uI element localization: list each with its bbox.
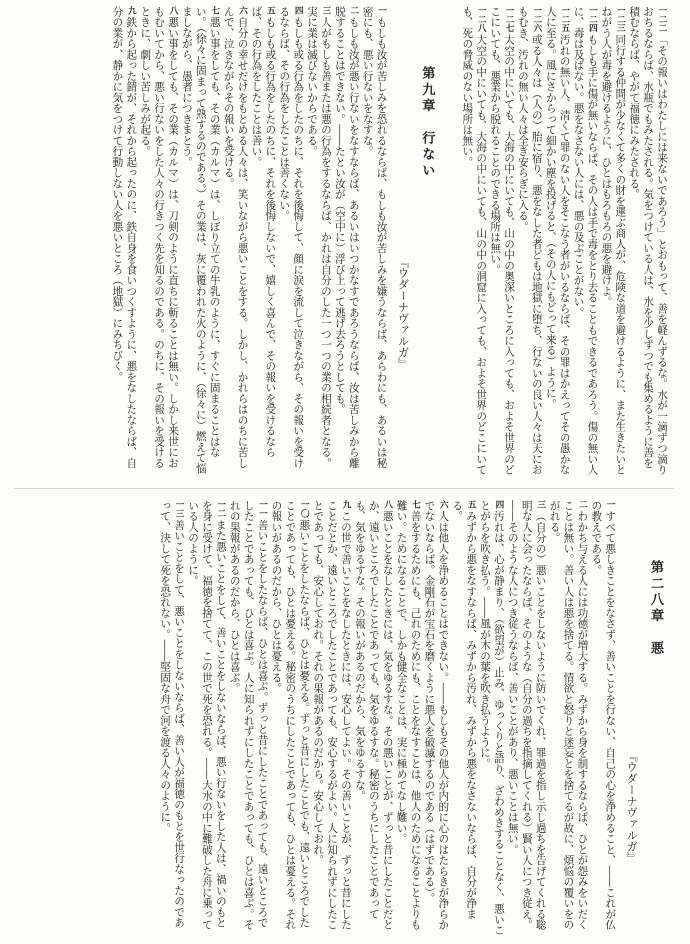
verse <box>360 6 388 478</box>
verse-text: 鉄から起った錆が、それから起ったのに、鉄自身を食いつくすように、悪をなしたならば、自分の業が、静かに気をつけて行動しない人を悪いところ（地獄）にみちびく。 <box>111 6 138 469</box>
verse-text: 或る人々は（人の）胎に宿り、悪をなした者どもは地獄に堕ち、行ないの良い人々は天におもむき、汚れの無い人々は全き安らぎに入る。 <box>516 6 543 475</box>
verse-number: 一三 <box>174 500 185 518</box>
verse-number: 八 <box>168 6 178 15</box>
verse <box>227 500 269 938</box>
verse <box>352 500 394 938</box>
verse-number: 五 <box>265 6 276 15</box>
verse <box>598 6 626 478</box>
chapter-28-source: 『ウダーナヴァルガ』 <box>625 750 639 864</box>
verse <box>137 6 179 478</box>
verse-text: この世で善いことをなしたときには、安心してよい。その善いことが、ずっと昔にしたことだとか、遠いところでしたことであっても、安心するがよい。人に知られずにしたことであっても、安心しておれ。それの果報があるのだから。安心しておれ。 <box>312 500 352 930</box>
verse-number: 八 <box>382 500 393 509</box>
verse-text: すべて悪しきことをなさず、善いことを行ない、自己の心を浄めること、――これが仏の教えである。 <box>590 500 617 930</box>
verse <box>571 6 599 478</box>
verse-text: 悪い事をしても、その業（カルマ）は、刀剣のように直ちに斬ることは無い。しかし来世におもむいてから、悪い行ないをした人々の行きつく先を知るのである。のちに、その報いを受けるときに、劇しい苦しみが起る。 <box>139 6 179 469</box>
verse-text: もしも或る行為をしたのちに、それを後悔しないで、嬉しく喜んで、その報いを受けるならば、その行為をしたことは善い。 <box>250 6 277 458</box>
verse-number: 一二四 <box>587 6 598 33</box>
verse-text: 汚れの無い人、清くて罪のない人をそこなう者がいるならば、その罪はかえってその愚かな人に至る。風にさからって細かい塵を投げると、（その人にもどって来る）ように。 <box>544 6 571 475</box>
chapter-9-heading: 第九章 行ない <box>419 66 435 180</box>
verse <box>505 500 547 938</box>
verse-text: もしも手に傷が無いならば、その人は手で毒をとり去ることもできるであろう。傷の無い人に、毒は及ばない。悪をなさない人には、悪の及ぶことがない。 <box>572 6 599 475</box>
verse <box>422 500 450 938</box>
verse-text: 悪いことをしたならば、ひとは憂える。ずっと昔にしたことでも、遠いところでしたことであっても、ひとは憂える。秘密のうちにしたことであっても、ひとは憂える。それの報いがあるのだから、ひとは憂える。 <box>270 500 311 930</box>
verse-number: 一二 <box>215 500 226 518</box>
verse-text: 大空の中にいても、大海の中にいても、山の中の奥深いところに入っても、およそ世界のどこにいても、悪業から脱れることのできる場所は無い。 <box>489 6 516 475</box>
verse-number: 九 <box>126 6 137 15</box>
bottom-text-block <box>20 500 672 938</box>
verse <box>332 6 360 478</box>
verses-chapter-8-end <box>459 6 668 478</box>
verse <box>304 6 332 478</box>
verse <box>626 6 668 478</box>
verse-text: 悪いことをなしたときには、気をゆるすな。その悪いことが、ずっと昔にしたことだとか、遠いところでしたことであっても、気をゆるすな。秘密のうちにしたことであっても、気をゆるすな。その報いがあるのだから、気をゆるすな。 <box>353 500 394 930</box>
verse-text: わかち与える人には功徳が増大する。みずから身を制するならば、ひとが怨みをいだくことは無い。善い人は悪を捨てる。情欲と怒りと迷妄とを捨てるが故に、煩悩の覆いをのがれる。 <box>548 500 589 930</box>
verse-number: 四 <box>293 6 304 15</box>
verse <box>249 6 277 478</box>
verse-text: 「その報いはわたしには来ないであろう」とおもって、善を軽んずるな。水が一滴ずつ滴りおちるならば、水瓶でもみたされる。気をつけている人は、水を少しずつでも集めるように善を積むならば、やがて福徳にみたされる。 <box>628 6 668 475</box>
verse-number: 五 <box>466 500 477 509</box>
verse <box>310 500 352 938</box>
verse-number: 一二五 <box>559 6 570 33</box>
verse <box>394 500 422 938</box>
verse-text: 大空の中にいても、大海の中にいても、山の中の洞窟に入っても、およそ世界のどこにいても、死の脅威のない場所は無い。 <box>461 6 488 475</box>
verse-text: もしも汝が苦しみを恐れるならば、もしも汝が苦しみを嫌うならば、あらわにも、あるいは秘密にも、悪い行ないをなすな。 <box>361 6 388 469</box>
verse-number: 一二七 <box>504 6 515 33</box>
verse-text: もしも或る行為をしたのちに、それを後悔して、顔に涙を流して泣きながら、その報いを受けるならば、その行為をしたことは善くない。 <box>278 6 305 469</box>
verse <box>109 6 137 478</box>
verse <box>157 500 185 938</box>
verse <box>179 6 221 478</box>
verse <box>221 6 249 478</box>
verse-number: 一二三 <box>615 6 626 33</box>
verse <box>543 6 571 478</box>
verse-text: （自分の）悪いことをしないように防いでくれ、罪過を指し示し過ちを告げてくれる聡明な人に会ったならば、そのような（自分の過ちを指摘してくれる）賢い人につき従え。――そのような人につき従うならば、善いことがあり、悪いことは無い。 <box>506 500 547 930</box>
verse-number: 一〇 <box>299 500 310 518</box>
verse-number: 二 <box>348 6 359 15</box>
verse-number: 七 <box>209 6 220 15</box>
verse-text: 人がもしも善または悪の行為をするならば、かれは自分のした一つ一つの業の相続者となる。実に業は滅びないからである。 <box>306 6 332 469</box>
verse-text: 同行する仲間が少なくて多くの財を運ぶ商人が、危険な道を避けるように、また生きたいとねがう人が毒を避けるように、ひとはもろもろの悪を避けよ。 <box>600 6 627 475</box>
chapter-28-heading: 第二八章 悪 <box>648 560 663 658</box>
verse-number: 一二八 <box>476 6 487 33</box>
verse-number: 六 <box>237 6 248 15</box>
verse-text: 善をするためにも、己れのためにも、ことをなすことは、他人のためになることよりも難い。ためになることで、しかも健全なことは、実に極めてなし難い。 <box>395 500 422 930</box>
verse <box>515 6 543 478</box>
verse-number: 二 <box>577 500 588 509</box>
verse-number: 一一 <box>257 500 268 518</box>
verse-number: 七 <box>410 500 421 509</box>
verse <box>487 6 515 478</box>
verse-number: 一二六 <box>531 6 542 33</box>
verse-number: 三 <box>320 6 331 15</box>
section-divider <box>14 488 674 489</box>
verse-text: 汚れは、心が静まり、（欲望が）止み、ゆっくりと語り、ざわめきすることなく、悪いことがらを吹き払う。――風が木の葉を吹き払うように。 <box>479 500 505 936</box>
verse-text: 自分の幸せだけをもとめる人々は、笑いながら悪いことをする。しかし、かれらはのちに苦しんで、泣きながらその報いを受ける。 <box>222 6 249 469</box>
chapter-gap <box>443 6 459 478</box>
verse-number: 九 <box>340 500 351 509</box>
verses-chapter-28 <box>157 500 616 938</box>
verse-text: また悪いことをして、善いことをしないならば、悪い行ないをした人は、禍いのもとを身に受けて、福徳を捨てて、この世で死を恐れる。――大水の中に難破した舟に乗っている人のように。 <box>187 500 227 930</box>
top-text-block <box>20 6 668 478</box>
verse <box>185 500 227 938</box>
verse <box>477 500 505 938</box>
verse <box>459 6 487 478</box>
verse-number: 一 <box>605 500 616 509</box>
verse-text: 悪い事をしても、その業（カルマ）は、しぼり立ての牛乳のように、すぐに固まることはない。（徐々に固まって熟するのである。）その業は、灰に覆われた火のように、（徐々に）燃えて悩ましながら、愚者につきまとう。 <box>180 6 221 474</box>
verse-text: もしも汝が悪い行ないをなすならば、あるいはいつかなすであろうならば、汝は苦しみから離脱することはできない。――たとい汝が（空中に）浮び上って逃げ去ろうとしても。 <box>333 6 360 469</box>
verse-text: 善いことをしたならば、ひとは喜ぶ。ずっと昔にしたことであっても、遠いところでしたことであっても、ひとは喜ぶ。人に知られずにしたことであっても、ひとは喜ぶ。それの果報があるのだから、ひとは喜ぶ。 <box>228 500 269 930</box>
verse-number: 一二二 <box>657 6 667 33</box>
verse-number: 三 <box>535 500 546 509</box>
verse-text: みずから悪をなすならば、みずから汚れ、みずから悪をなさないならば、自分が浄まる。 <box>451 500 478 920</box>
verse-number: 四 <box>493 500 504 509</box>
verse-number: 六 <box>438 500 449 509</box>
verse-text: 善いことをして、悪いことをしないならば、善い人が福徳のもとを世行なったのであって、決して死を恐れない。――堅固な舟で河を渡る人々のように。 <box>159 500 186 928</box>
verse-text: 人は他人を浄めることはできない。――もしもその他人が内的に心のはたらきが浄らかでないならば。金剛石が宝石を磨くように悪人を破滅するのである（はずである）。 <box>423 500 450 930</box>
verse <box>449 500 477 938</box>
verse <box>269 500 311 938</box>
verse <box>276 6 304 478</box>
verse <box>547 500 589 938</box>
verse <box>588 500 616 938</box>
verses-chapter-9 <box>109 6 387 478</box>
verse-number: 一 <box>376 6 387 15</box>
chapter-9-source: 『ウダーナヴァルガ』 <box>396 256 410 370</box>
